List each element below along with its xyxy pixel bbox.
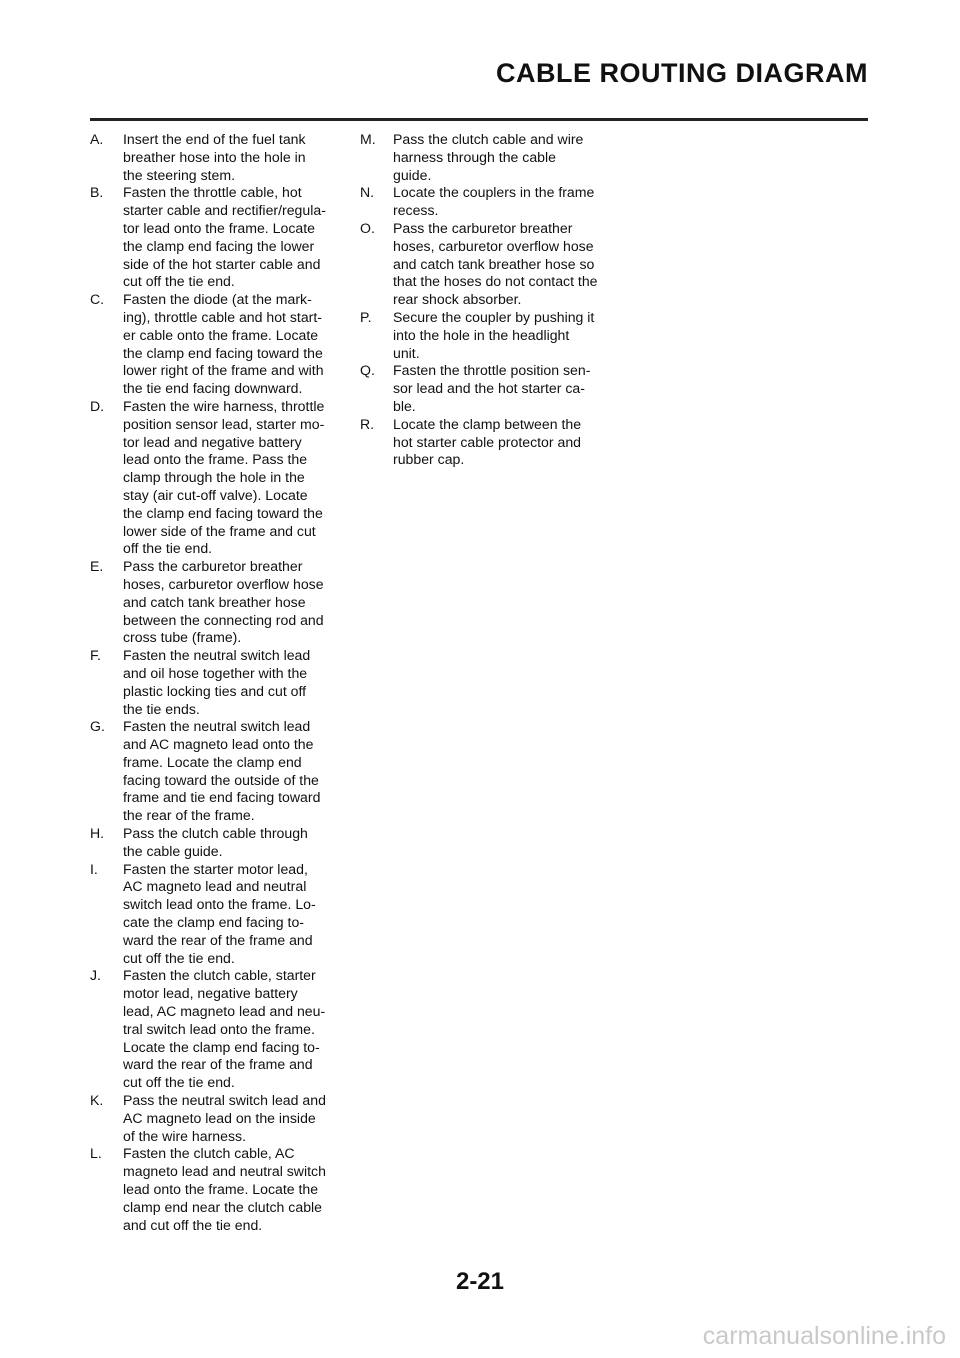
instruction-letter: C. (90, 291, 105, 308)
instructions-column-right (360, 131, 612, 469)
instruction-line: er cable onto the frame. Locate (123, 326, 319, 343)
instruction-text (393, 309, 612, 362)
instruction-line: Pass the carburetor breather (123, 558, 303, 575)
instruction-item (90, 647, 342, 718)
instructions-column-left (90, 131, 342, 1234)
instruction-line: the cable guide. (123, 842, 223, 859)
instruction-text (123, 558, 342, 647)
instruction-line: breather hose into the hole in (123, 148, 306, 165)
instruction-line: ward the rear of the frame and (123, 931, 313, 948)
instruction-letter: I. (90, 860, 98, 877)
instruction-line: hoses, carburetor overflow hose (393, 237, 594, 254)
instruction-line: rubber cap. (393, 451, 465, 468)
instruction-line: cross tube (frame). (123, 629, 242, 646)
instruction-line: lower right of the frame and with (123, 362, 324, 379)
instruction-letter: J. (90, 967, 101, 984)
watermark: carmanualsonline.info (702, 1322, 946, 1350)
instruction-line: the tie ends. (123, 700, 200, 717)
instruction-text (393, 131, 612, 184)
instruction-letter: A. (90, 131, 104, 147)
instruction-line: Fasten the clutch cable, AC (123, 1145, 295, 1162)
instruction-line: and cut off the tie end. (123, 1216, 263, 1233)
instruction-line: Locate the clamp between the (393, 415, 582, 432)
instruction-item (360, 131, 612, 184)
instruction-letter: Q. (360, 362, 375, 379)
instruction-text (393, 220, 612, 309)
instruction-text (123, 398, 342, 558)
instruction-text (123, 131, 342, 184)
instruction-line: clamp through the hole in the (123, 469, 305, 486)
instruction-line: that the hoses do not contact the (393, 273, 598, 290)
instruction-letter: L. (90, 1145, 102, 1162)
instruction-text (123, 1145, 342, 1234)
instruction-line: guide. (393, 166, 432, 183)
instruction-letter: F. (90, 647, 101, 664)
instruction-line: Locate the clamp end facing to- (123, 1038, 320, 1055)
instruction-line: tral switch lead onto the frame. (123, 1020, 315, 1037)
instruction-line: the tie end facing downward. (123, 380, 303, 397)
instruction-letter: K. (90, 1092, 104, 1109)
instruction-item (360, 220, 612, 309)
instruction-item (90, 131, 342, 184)
page-title: CABLE ROUTING DIAGRAM (496, 58, 868, 88)
instruction-line: into the hole in the headlight (393, 326, 570, 343)
instruction-line: Fasten the diode (at the mark- (123, 291, 312, 308)
instruction-line: and AC magneto lead onto the (123, 736, 314, 753)
instruction-line: lead, AC magneto lead and neu- (123, 1003, 326, 1020)
instruction-line: stay (air cut-off valve). Locate (123, 486, 308, 503)
instruction-letter: N. (360, 184, 375, 201)
instruction-line: the clamp end facing the lower (123, 237, 315, 254)
instruction-line: clamp end near the clutch cable (123, 1198, 322, 1215)
instruction-line: Secure the coupler by pushing it (393, 308, 595, 325)
instruction-item (90, 558, 342, 647)
page-number: 2-21 (455, 1268, 505, 1295)
instruction-item (90, 1145, 342, 1234)
instruction-item (90, 1092, 342, 1145)
instruction-text (123, 1092, 342, 1145)
instruction-line: rear shock absorber. (393, 291, 522, 308)
instruction-line: off the tie end. (123, 540, 213, 557)
instruction-letter: M. (360, 131, 376, 147)
instruction-line: harness through the cable (393, 148, 556, 165)
instruction-line: Pass the carburetor breather (393, 219, 573, 236)
instruction-line: AC magneto lead on the inside (123, 1109, 316, 1126)
instruction-item (90, 291, 342, 398)
instruction-line: Fasten the wire harness, throttle (123, 397, 325, 414)
instruction-line: cut off the tie end. (123, 1074, 235, 1091)
instruction-line: ing), throttle cable and hot start- (123, 308, 322, 325)
instruction-text (393, 362, 612, 415)
instruction-letter: E. (90, 558, 104, 575)
instruction-line: switch lead onto the frame. Lo- (123, 896, 316, 913)
instruction-letter: H. (90, 825, 105, 842)
instruction-line: Fasten the neutral switch lead (123, 718, 311, 735)
instruction-line: hoses, carburetor overflow hose (123, 575, 324, 592)
instruction-line: tor lead onto the frame. Locate (123, 219, 315, 236)
instruction-item (90, 184, 342, 291)
instruction-line: lower side of the frame and cut (123, 522, 316, 539)
instruction-item (90, 861, 342, 968)
instruction-line: lead onto the frame. Pass the (123, 451, 308, 468)
instruction-line: and catch tank breather hose (123, 593, 306, 610)
instruction-line: Fasten the starter motor lead, (123, 860, 308, 877)
instruction-line: unit. (393, 344, 420, 361)
instruction-line: position sensor lead, starter mo- (123, 415, 325, 432)
instruction-line: the clamp end facing toward the (123, 344, 323, 361)
instruction-line: ble. (393, 397, 416, 414)
instruction-line: frame and tie end facing toward (123, 789, 321, 806)
instruction-line: Pass the clutch cable through (123, 825, 308, 842)
instruction-text (123, 291, 342, 398)
instruction-item (360, 309, 612, 362)
instruction-line: Locate the couplers in the frame (393, 184, 595, 201)
instruction-item (360, 416, 612, 469)
instruction-letter: P. (360, 308, 372, 325)
instruction-line: cut off the tie end. (123, 949, 235, 966)
instruction-line: Pass the clutch cable and wire (393, 131, 584, 147)
instruction-text (123, 718, 342, 825)
instruction-item (360, 362, 612, 415)
instruction-line: hot starter cable protector and (393, 433, 582, 450)
instruction-text (123, 825, 342, 861)
instruction-line: facing toward the outside of the (123, 771, 319, 788)
instruction-line: the clamp end facing toward the (123, 504, 323, 521)
instruction-item (360, 184, 612, 220)
instruction-line: Insert the end of the fuel tank (123, 131, 306, 147)
instruction-line: motor lead, negative battery (123, 985, 298, 1002)
instruction-line: AC magneto lead and neutral (123, 878, 307, 895)
instruction-line: between the connecting rod and (123, 611, 324, 628)
instruction-letter: B. (90, 184, 104, 201)
instruction-line: of the wire harness. (123, 1127, 246, 1144)
instruction-line: tor lead and negative battery (123, 433, 302, 450)
instruction-line: and oil hose together with the (123, 664, 308, 681)
instruction-letter: O. (360, 219, 375, 236)
instruction-line: magneto lead and neutral switch (123, 1163, 326, 1180)
instruction-line: cate the clamp end facing to- (123, 914, 304, 931)
instruction-text (123, 647, 342, 718)
instruction-line: sor lead and the hot starter ca- (393, 380, 585, 397)
instruction-line: Pass the neutral switch lead and (123, 1092, 326, 1109)
instruction-line: Fasten the throttle cable, hot (123, 184, 302, 201)
instruction-letter: G. (90, 718, 105, 735)
header-rule (90, 118, 868, 121)
instruction-line: side of the hot starter cable and (123, 255, 321, 272)
instruction-item (90, 967, 342, 1092)
instruction-text (123, 861, 342, 968)
instruction-line: ward the rear of the frame and (123, 1056, 313, 1073)
instruction-line: and catch tank breather hose so (393, 255, 595, 272)
instruction-text (393, 184, 612, 220)
instruction-line: starter cable and rectifier/regula- (123, 202, 326, 219)
instruction-letter: D. (90, 397, 105, 414)
instruction-text (123, 184, 342, 291)
instruction-line: the rear of the frame. (123, 807, 255, 824)
instruction-line: the steering stem. (123, 166, 236, 183)
instruction-letter: R. (360, 415, 375, 432)
instruction-item (90, 718, 342, 825)
instruction-line: plastic locking ties and cut off (123, 682, 307, 699)
instruction-text (393, 416, 612, 469)
instruction-item (90, 398, 342, 558)
instruction-item (90, 825, 342, 861)
instruction-line: Fasten the neutral switch lead (123, 647, 311, 664)
instruction-line: Fasten the throttle position sen- (393, 362, 591, 379)
instruction-line: recess. (393, 202, 439, 219)
instruction-line: lead onto the frame. Locate the (123, 1181, 319, 1198)
instruction-line: Fasten the clutch cable, starter (123, 967, 316, 984)
instruction-line: cut off the tie end. (123, 273, 235, 290)
instruction-line: frame. Locate the clamp end (123, 753, 302, 770)
instruction-text (123, 967, 342, 1092)
